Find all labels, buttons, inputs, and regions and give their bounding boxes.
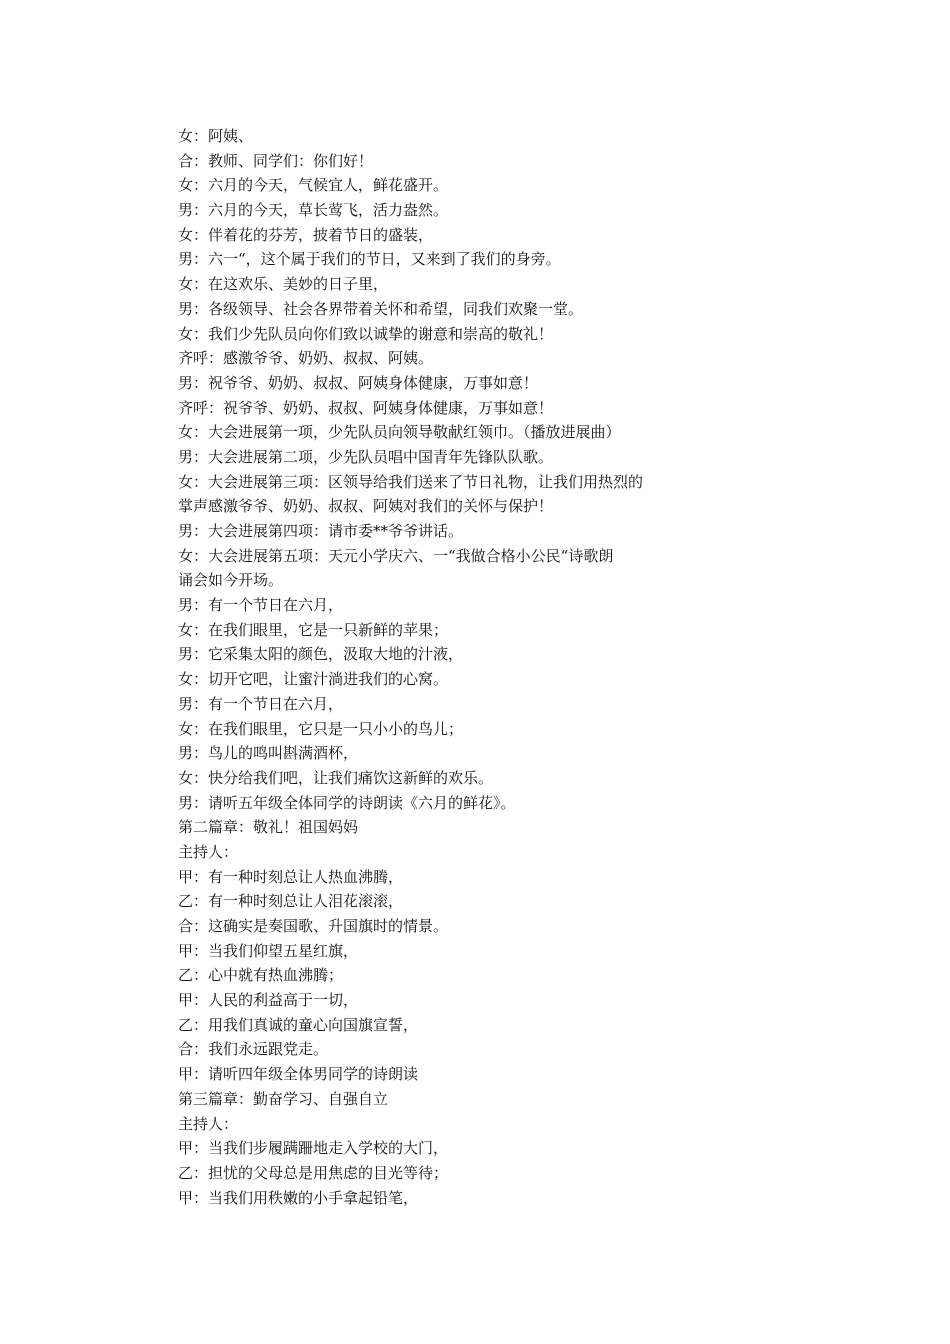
text-line: 主持人：: [178, 1114, 239, 1133]
text-line: 男：大会进展第二项，少先队员唱中国青年先锋队队歌。: [178, 447, 554, 466]
text-line: 男：有一个节日在六月，: [178, 694, 344, 713]
text-line: 女：大会进展第三项：区领导给我们送来了节日礼物，让我们用热烈的: [178, 472, 644, 491]
text-line: 甲：请听四年级全体男同学的诗朗读: [178, 1065, 419, 1084]
text-line: 女：快分给我们吧，让我们痛饮这新鲜的欢乐。: [178, 768, 494, 787]
text-line: 男：它采集太阳的颜色，汲取大地的汁液，: [178, 645, 464, 664]
text-line: 合：我们永远跟党走。: [178, 1040, 329, 1059]
text-line: 女：在我们眼里，它是一只新鲜的苹果；: [178, 620, 449, 639]
text-line: 乙：心中就有热血沸腾；: [178, 966, 344, 985]
text-line: 女：伴着花的芬芳，披着节日的盛装，: [178, 225, 434, 244]
text-line: 合：这确实是奏国歌、升国旗时的情景。: [178, 917, 449, 935]
text-line: 女：六月的今天，气候宜人，鲜花盛开。: [178, 176, 449, 195]
text-line: 甲：人民的利益高于一切，: [178, 991, 359, 1010]
text-line: 女：大会进展第五项：天元小学庆六、一“我做合格小公民“诗歌朗: [178, 546, 614, 565]
text-line: 男：各级领导、社会各界带着关怀和希望，同我们欢聚一堂。: [178, 299, 584, 318]
text-line: 齐呼：感激爷爷、奶奶、叔叔、阿姨。: [178, 349, 434, 368]
text-line: 合：教师、同学们：你们好！: [178, 151, 374, 170]
text-line: 女：我们少先队员向你们致以诚挚的谢意和崇高的敬礼！: [178, 324, 554, 343]
text-line: 甲：有一种时刻总让人热血沸腾，: [178, 867, 404, 886]
text-line: 男：祝爷爷、奶奶、叔叔、阿姨身体健康，万事如意！: [178, 373, 539, 392]
text-line: 女：阿姨、: [178, 127, 254, 145]
text-line: 甲：当我们步履蹒跚地走入学校的大门，: [178, 1139, 449, 1158]
text-line: 乙：担忧的父母总是用焦虑的目光等待；: [178, 1163, 449, 1182]
text-line: 诵会如今开场。: [178, 571, 284, 590]
text-line: 主持人：: [178, 842, 239, 861]
text-line: 第三篇章：勤奋学习、自强自立: [178, 1089, 389, 1108]
text-line: 男：六月的今天，草长莺飞，活力盎然。: [178, 201, 449, 220]
text-line: 男：大会进展第四项：请市委**爷爷讲话。: [178, 522, 464, 540]
text-line: 女：在这欢乐、美妙的日子里，: [178, 275, 389, 294]
text-line: 男：六一“，这个属于我们的节日，又来到了我们的身旁。: [178, 250, 561, 269]
text-line: 甲：当我们用秩嫩的小手拿起铅笔，: [178, 1188, 419, 1207]
text-line: 掌声感激爷爷、奶奶、叔叔、阿姨对我们的关怀与保护！: [178, 497, 554, 516]
text-line: 女：在我们眼里，它只是一只小小的鸟儿；: [178, 719, 464, 738]
text-line: 男：鸟儿的鸣叫斟满酒杯，: [178, 744, 359, 763]
text-line: 齐呼：祝爷爷、奶奶、叔叔、阿姨身体健康，万事如意！: [178, 398, 554, 417]
text-line: 女：大会进展第一项，少先队员向领导敬献红领巾。（播放进展曲）: [178, 423, 621, 442]
text-line: 第二篇章：敬礼！祖国妈妈: [178, 818, 359, 837]
text-line: 女：切开它吧，让蜜汁淌进我们的心窝。: [178, 670, 449, 689]
document-body: [178, 124, 718, 1210]
text-line: 男：请听五年级全体同学的诗朗读《六月的鲜花》。: [178, 793, 516, 812]
text-line: 乙：用我们真诚的童心向国旗宣誓，: [178, 1015, 419, 1034]
text-line: 乙：有一种时刻总让人泪花滚滚，: [178, 892, 404, 911]
text-line: 甲：当我们仰望五星红旗，: [178, 941, 359, 960]
text-line: 男：有一个节日在六月，: [178, 596, 344, 615]
